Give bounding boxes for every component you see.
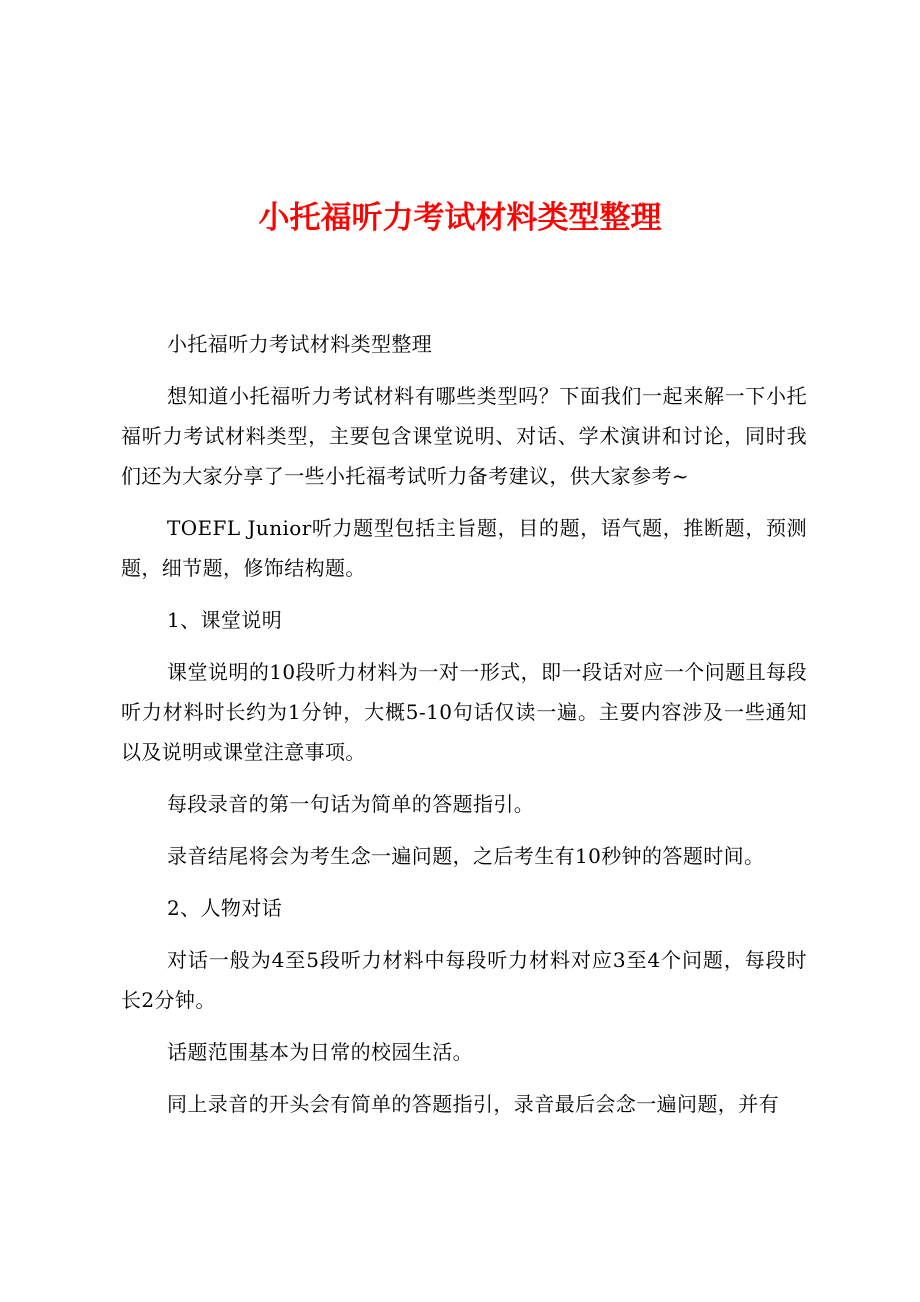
paragraph-classroom-end: 录音结尾将会为考生念一遍问题，之后考生有10秒钟的答题时间。 — [167, 844, 765, 868]
document-title: 小托福听力考试材料类型整理 — [258, 200, 662, 236]
section-heading-classroom: 1、课堂说明 — [167, 608, 283, 632]
paragraph-dialogue-desc: 对话一般为4至5段听力材料中每段听力材料对应3至4个问题，每段时长2分钟。 — [121, 948, 807, 1012]
paragraph-classroom-guide: 每段录音的第一句话为简单的答题指引。 — [167, 792, 535, 816]
section-heading-dialogue: 2、人物对话 — [167, 896, 283, 920]
document-body — [121, 324, 807, 1136]
paragraph-question-types: TOEFL Junior听力题型包括主旨题，目的题，语气题，推断题，预测题，细节题，修饰结构题。 — [121, 516, 807, 580]
paragraph-subtitle: 小托福听力考试材料类型整理 — [167, 332, 433, 356]
paragraph-dialogue-guide: 同上录音的开头会有简单的答题指引，录音最后会念一遍问题，并有 — [167, 1092, 779, 1116]
paragraph-dialogue-topic: 话题范围基本为日常的校园生活。 — [167, 1040, 473, 1064]
paragraph-classroom-desc: 课堂说明的10段听力材料为一对一形式，即一段话对应一个问题且每段听力材料时长约为1分钟，大概5-10句话仅读一遍。主要内容涉及一些通知以及说明或课堂注意事项。 — [121, 660, 807, 764]
paragraph-intro: 想知道小托福听力考试材料有哪些类型吗？下面我们一起来解一下小托福听力考试材料类型，主要包含课堂说明、对话、学术演讲和讨论，同时我们还为大家分享了一些小托福考试听力备考建议，供大家参考~ — [121, 384, 807, 488]
